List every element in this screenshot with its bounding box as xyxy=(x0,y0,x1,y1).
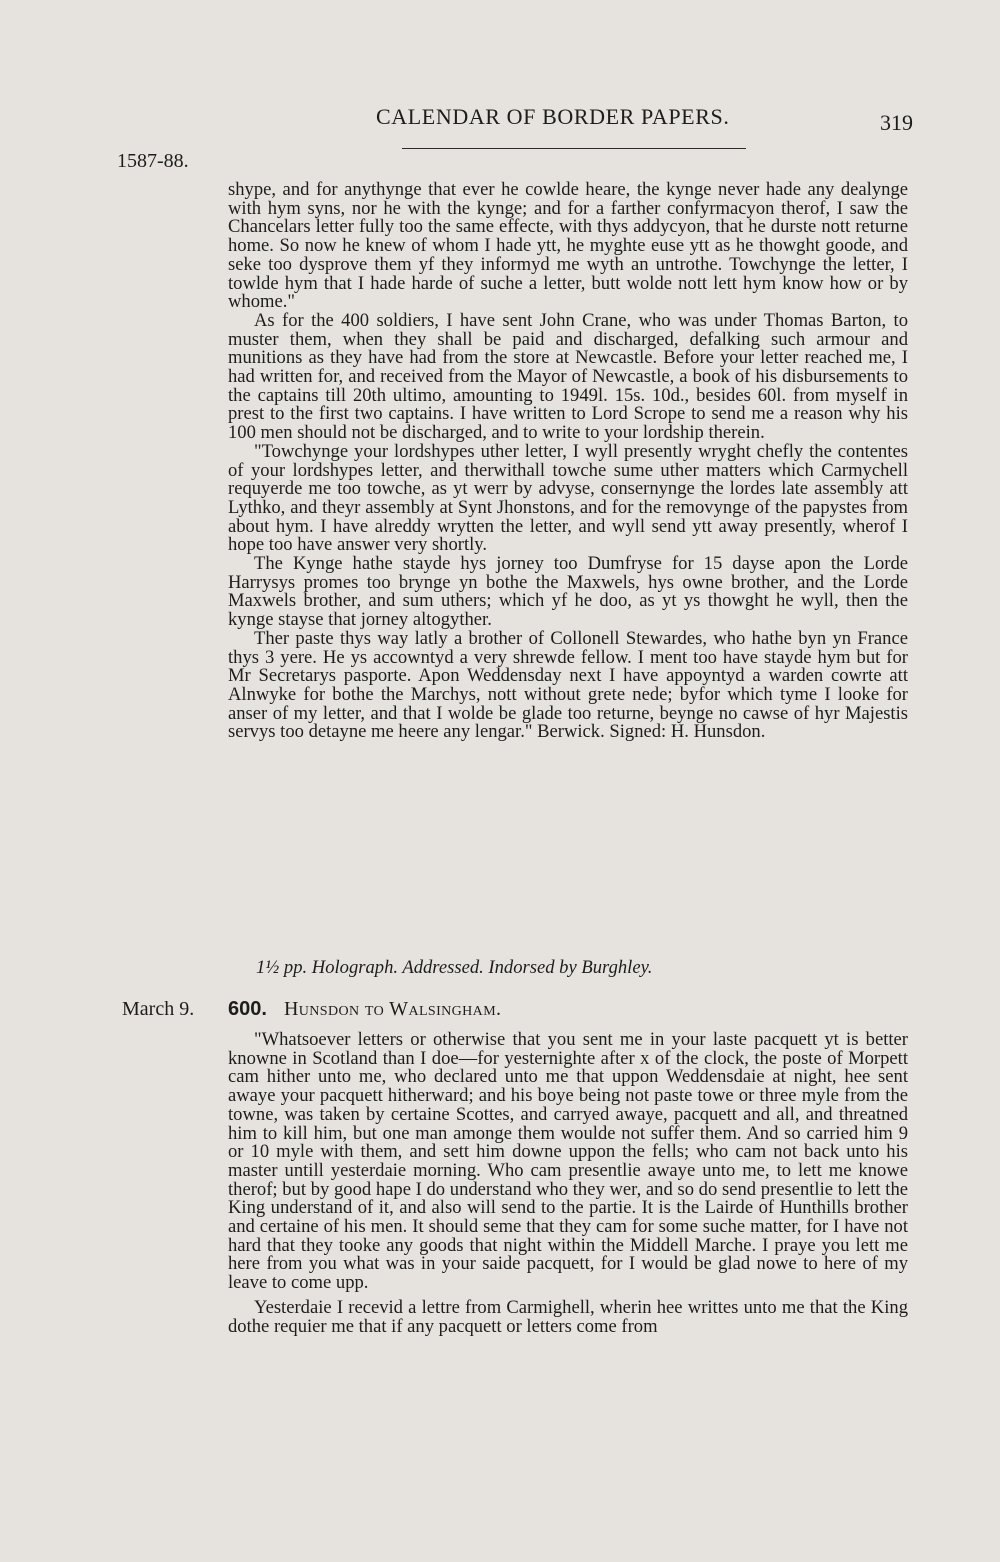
paragraph: Ther paste thys way latly a brother of Collonell Stewardes, who hathe byn yn France thys 3 yere. He ys accowntyd a very shrewde fellow. I ment too have stayde hym but for Mr Secretarys pasporte. Apon Weddensday next I have appoyntyd a warden cowrte att Alnwyke for bothe the Marchys, nott without grete nede; byfor which tyme I looke for anser of my letter, and that I wolde be glade too returne, beynge no cawse of hyr Majestis servys too detayne me heere any lengar." Berwick. Signed: H. Hunsdon. xyxy=(228,627,908,743)
entry-title: Hunsdon to Walsingham. xyxy=(283,998,502,1020)
section-body xyxy=(228,181,908,742)
header-rule xyxy=(402,148,746,149)
paragraph: Yesterdaie I recevid a lettre from Carmighell, wherin hee writtes unto me that the King dothe requier me that if any pacquett or letters come from xyxy=(228,1296,908,1337)
entry-number: 600. xyxy=(228,998,267,1020)
paragraph: shype, and for anythynge that ever he cowlde heare, the kynge never hade any dealynge with hym syns, nor he with the kynge; and for a farther confyrmacyon therof, I saw the Chancelars letter fully too the same effecte, with thys addycyon, that he durste nott returne home. So now he knew of whom I hade ytt, he myghte euse ytt as he thowght goode, and seke too dysprove them yf they informyd me wyth an untrothe. Towchynge the letter, I towlde hym that I hade harde of suche a letter, butt wolde nott lett hym know how or by whome." xyxy=(228,179,908,313)
entry-body xyxy=(228,1031,908,1336)
margin-year: 1587-88. xyxy=(117,150,189,172)
paragraph: "Towchynge your lordshypes uther letter, I wyll presently wryght chefly the contentes of your lordshypes letter, and therwithall towche sume uther matters which Carmychell requyerde me too towche, as yt werr by advyse, consernynge the lordes late assembly att Lythko, and theyr assembly at Synt Jhonstons, and for the removynge of the papystes from about hym. I have alreddy wrytten the letter, and wyll send ytt away presently, wherof I hope too have answer very shortly. xyxy=(228,440,908,556)
running-title: CALENDAR OF BORDER PAPERS. xyxy=(376,104,730,129)
paragraph: The Kynge hathe stayde hys jorney too Dumfryse for 15 dayse apon the Lorde Harrysys promes too brynge yn bothe the Maxwels, hys owne brother, and the Lorde Maxwels brother, and sum uthers; which yf he doo, as yt ys thowght he wyll, then the kynge stayse that jorney altogyther. xyxy=(228,553,908,631)
page-number: 319 xyxy=(880,110,913,135)
source-note: 1½ pp. Holograph. Addressed. Indorsed by Burghley. xyxy=(256,957,653,978)
entry-heading xyxy=(228,998,501,1021)
paragraph: "Whatsoever letters or otherwise that you sent me in your laste pacquett yt is better knowne in Scotland than I doe—for yesternighte after x of the clock, the poste of Morpett cam hither unto me, who declared unto me that uppon Weddensdaie at night, hee sent awaye your pacquett hitherward; and his boye being not paste towe or three myle from the towne, was taken by certaine Scottes, and carryed awaye, pacquett and all, and threatned him to kill him, but one man amonge them woulde not suffer them. And so carried him 9 or 10 myle with them, and sett him downe uppon the fells; who cam not back unto his master untill yesterdaie morning. Who cam presentlie awaye unto me, to lett me knowe therof; but by good hape I do understand who they wer, and so do send presentlie to lett the King understand of it, and also will send to the partie. It is the Lairde of Hunthills brother and certaine of his men. It should seme that they cam for some suche matter, for I have not hard that they tooke any goods that night within the Middell Marche. I praye you lett me here from you what was in your saide pacquett, for I would be glad nowe to here of my leave to come upp. xyxy=(228,1029,908,1294)
margin-entry-date: March 9. xyxy=(122,998,195,1020)
paragraph: As for the 400 soldiers, I have sent John Crane, who was under Thomas Barton, to muster them, when they shall be paid and discharged, defalking such armour and munitions as they have had from the store at Newcastle. Before your letter reached me, I had written for, and received from the Mayor of Newcastle, a book of his disbursements to the captains till 20th ultimo, amounting to 1949l. 15s. 10d., besides 60l. from myself in prest to the first two captains. I have written to Lord Scrope to send me a reason why his 100 men should not be discharged, and to write to your lordship therein. xyxy=(228,309,908,444)
